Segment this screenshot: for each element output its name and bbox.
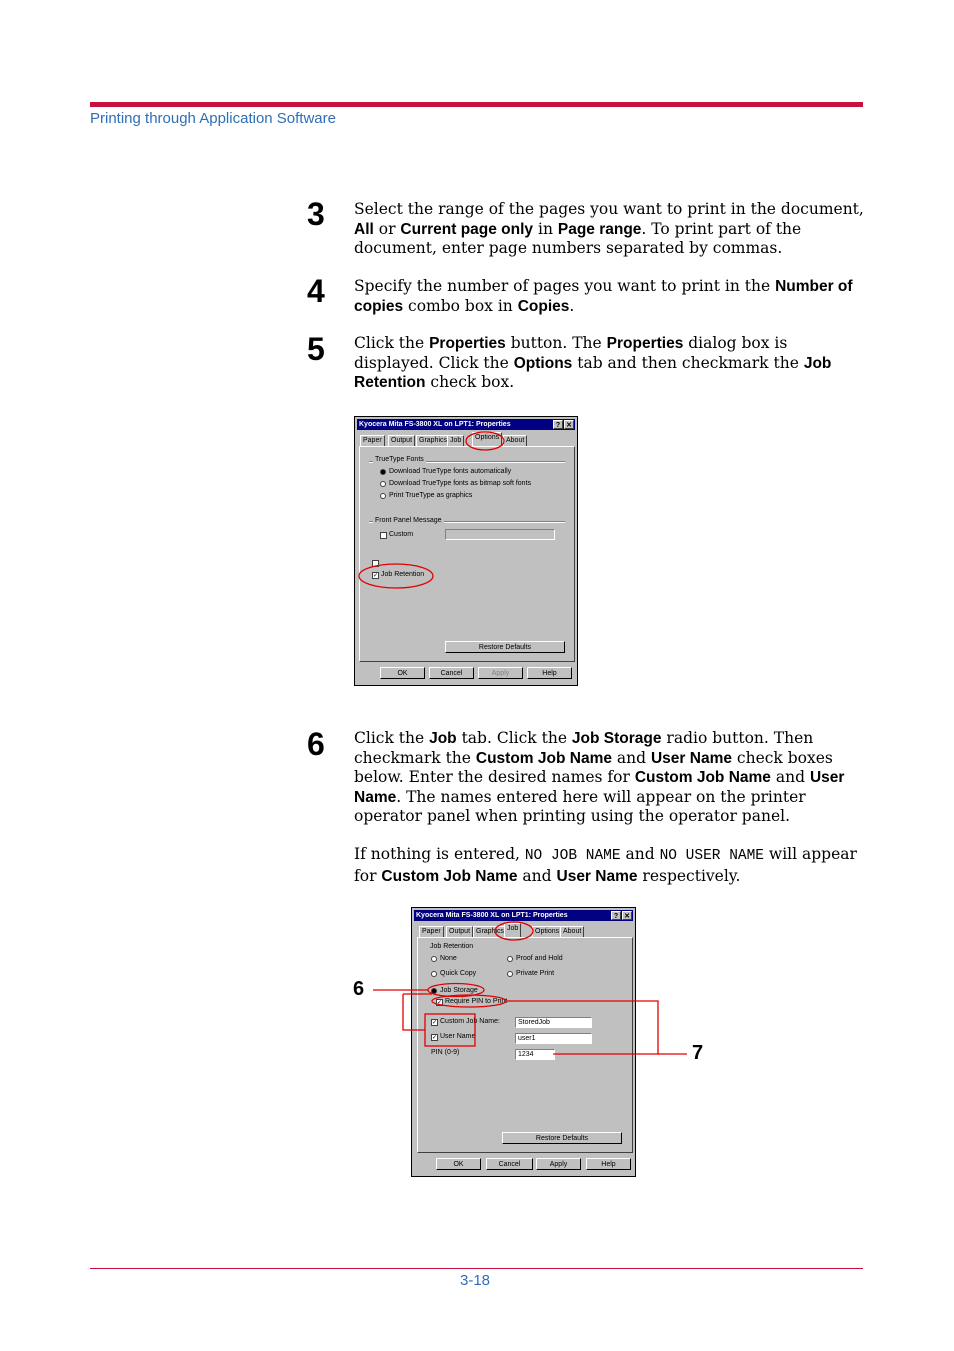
quick-label: Quick Copy xyxy=(440,970,477,977)
pin-label: PIN (0-9) xyxy=(431,1049,460,1056)
help-button[interactable]: Help xyxy=(527,667,572,679)
custom-job-name-field[interactable]: StoredJob xyxy=(515,1017,592,1028)
custom-label: Custom xyxy=(389,531,414,538)
tab-output[interactable]: Output xyxy=(446,926,473,937)
tab-output[interactable]: Output xyxy=(388,435,415,446)
ok-button[interactable]: OK xyxy=(436,1158,481,1170)
restore-defaults-button[interactable]: Restore Defaults xyxy=(502,1132,622,1144)
tab-about[interactable]: About xyxy=(503,435,527,446)
name-checkboxes-highlight-box xyxy=(425,1014,475,1046)
step-6-note: If nothing is entered, NO JOB NAME and NO USER NAME will appear for Custom Job Name and User Name respectively. xyxy=(354,845,857,885)
cancel-button[interactable]: Cancel xyxy=(486,1158,533,1170)
tab-options[interactable]: Options xyxy=(472,432,502,446)
tab-options[interactable]: Options xyxy=(532,926,562,937)
dialog-titlebar: Kyocera Mita FS-3800 XL on LPT1: Properties ? ✕ xyxy=(414,910,633,921)
tt-opt3-label: Print TrueType as graphics xyxy=(389,492,473,499)
callout-6-connector xyxy=(403,994,425,1030)
step-4-text: Specify the number of pages you want to print in the Number of copies combo box in Copies. xyxy=(354,277,853,315)
help-icon[interactable]: ? xyxy=(553,420,563,429)
dialog-titlebar: Kyocera Mita FS-3800 XL on LPT1: Properties ? ✕ xyxy=(357,419,575,430)
user-name-label: User Name xyxy=(440,1033,476,1040)
page-number: 3-18 xyxy=(460,1272,491,1289)
tab-graphics[interactable]: Graphics xyxy=(473,926,507,937)
custom-job-name-label: Custom Job Name: xyxy=(440,1018,500,1025)
private-label: Private Print xyxy=(516,970,555,977)
step-number-5: 5 xyxy=(307,331,325,367)
footer-rule xyxy=(90,1268,863,1269)
front-panel-group-label: Front Panel Message xyxy=(375,517,442,524)
tab-job[interactable]: Job xyxy=(504,923,521,937)
tab-graphics[interactable]: Graphics xyxy=(416,435,450,446)
close-icon[interactable]: ✕ xyxy=(622,911,632,920)
help-icon[interactable]: ? xyxy=(611,911,621,920)
callout-label-7: 7 xyxy=(692,1042,704,1064)
job-retention-checkbox[interactable]: ✓ xyxy=(373,573,379,579)
tab-paper[interactable]: Paper xyxy=(360,435,385,446)
proof-label: Proof and Hold xyxy=(516,955,563,962)
truetype-group-label: TrueType Fonts xyxy=(375,456,424,463)
callout-label-6: 6 xyxy=(353,978,365,1000)
pin-field[interactable]: 1234 xyxy=(515,1049,555,1060)
tab-job[interactable]: Job xyxy=(447,435,464,446)
custom-job-name-checkbox[interactable]: ✓ xyxy=(432,1020,438,1026)
callout-7-connector xyxy=(506,1001,658,1054)
require-pin-label: Require PIN to Print xyxy=(445,998,508,1005)
help-button[interactable]: Help xyxy=(586,1158,631,1170)
job-storage-label: Job Storage xyxy=(440,987,478,994)
require-pin-checkbox[interactable]: ✓ xyxy=(437,1000,443,1006)
job-retention-label: Job Retention xyxy=(381,571,425,578)
tt-opt2-label: Download TrueType fonts as bitmap soft fonts xyxy=(389,480,532,487)
ok-button[interactable]: OK xyxy=(380,667,425,679)
job-retention-group-label: Job Retention xyxy=(430,943,474,950)
job-tab-highlight-ellipse xyxy=(495,922,533,940)
close-icon[interactable]: ✕ xyxy=(564,420,574,429)
step-number-4: 4 xyxy=(307,273,325,309)
step-number-6: 6 xyxy=(307,726,325,762)
tab-paper[interactable]: Paper xyxy=(419,926,444,937)
step-6-text: Click the Job tab. Click the Job Storage radio button. Then checkmark the Custom Job Name and User Name check boxes below. Enter the desired names for Custom Job Name and User Name. The names entered here will appear on the printer operator panel when printing using the operator panel. xyxy=(354,729,845,825)
require-pin-highlight-ellipse xyxy=(432,995,506,1007)
cancel-button[interactable]: Cancel xyxy=(429,667,474,679)
tt-opt1-label: Download TrueType fonts automatically xyxy=(389,468,512,475)
step-3-text: Select the range of the pages you want to print in the document, All or Current page only in Page range. To print part of the document, enter page numbers separated by commas. xyxy=(354,200,864,257)
running-header: Printing through Application Software xyxy=(90,110,336,127)
step-5-text: Click the Properties button. The Properties dialog box is displayed. Click the Options tab and then checkmark the Job Retention check box. xyxy=(354,334,832,391)
step-number-3: 3 xyxy=(307,196,325,232)
apply-button[interactable]: Apply xyxy=(478,667,523,679)
user-name-checkbox[interactable]: ✓ xyxy=(432,1035,438,1041)
user-name-field[interactable]: user1 xyxy=(515,1033,592,1044)
none-label: None xyxy=(440,955,457,962)
apply-button[interactable]: Apply xyxy=(536,1158,581,1170)
restore-defaults-button[interactable]: Restore Defaults xyxy=(445,641,565,653)
tab-about[interactable]: About xyxy=(560,926,584,937)
